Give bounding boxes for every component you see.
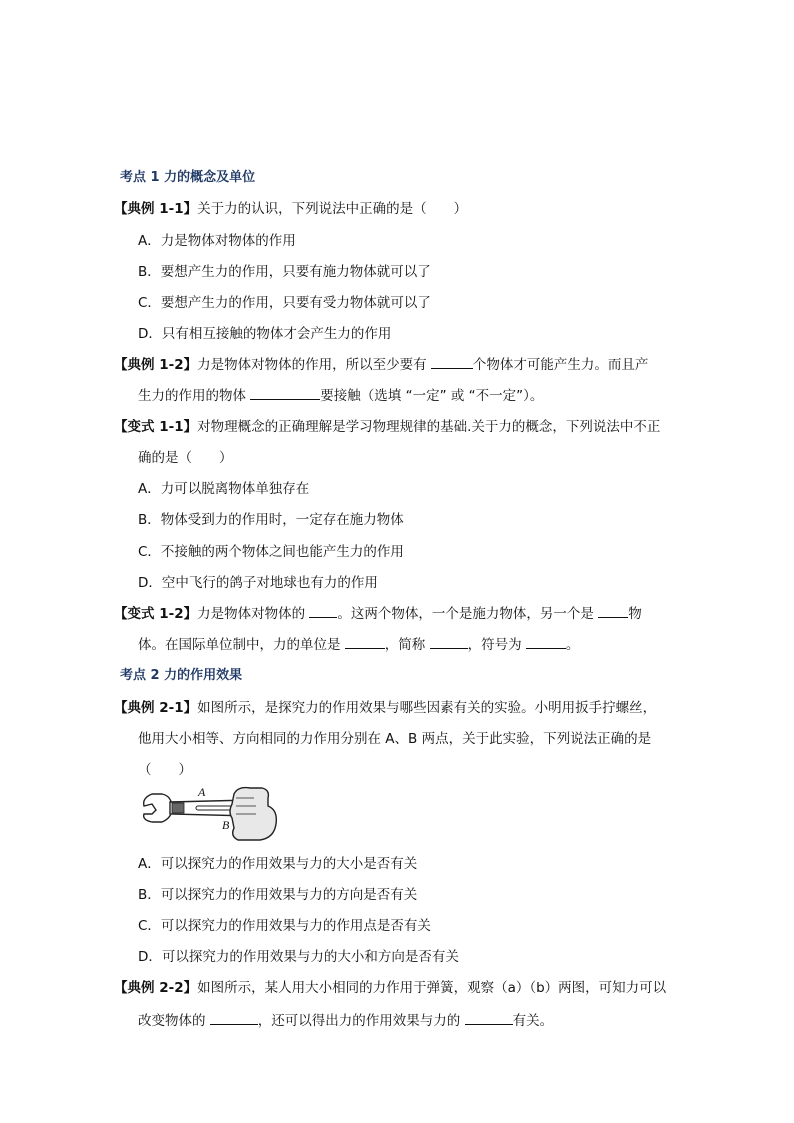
question-text: 改变物体的 bbox=[138, 1013, 210, 1029]
option-a: A．力是物体对物体的作用 bbox=[138, 233, 296, 249]
question-stem-line3: （ ） bbox=[138, 762, 192, 778]
question-text: ，符号为 bbox=[467, 637, 526, 653]
option-d: D．可以探究力的作用效果与力的大小和方向是否有关 bbox=[138, 949, 459, 965]
question-text: 力是物体对物体的作用，所以至少要有 bbox=[197, 357, 431, 373]
answer-blank[interactable] bbox=[431, 356, 473, 369]
question-text: 个物体才可能产生力。而且产 bbox=[472, 357, 649, 373]
variant-1-2-line2 bbox=[138, 633, 579, 653]
option-d: D．只有相互接触的物体才会产生力的作用 bbox=[138, 326, 392, 342]
question-stem: 如图所示，是探究力的作用效果与哪些因素有关的实验。小明用扳手拧螺丝， bbox=[197, 700, 657, 716]
option-c: C．可以探究力的作用效果与力的作用点是否有关 bbox=[138, 918, 431, 934]
option-b: B．物体受到力的作用时，一定存在施力物体 bbox=[138, 512, 404, 528]
option-c: C．要想产生力的作用，只要有受力物体就可以了 bbox=[138, 295, 431, 311]
question-1-2 bbox=[114, 353, 648, 373]
question-2-2 bbox=[114, 976, 666, 996]
answer-blank[interactable] bbox=[465, 1012, 513, 1025]
question-tag: 【典例 1-1】 bbox=[114, 201, 198, 217]
section-title-1: 考点 1 力的概念及单位 bbox=[120, 170, 256, 185]
option-b: B．要想产生力的作用，只要有施力物体就可以了 bbox=[138, 264, 431, 280]
question-2-2-line2 bbox=[138, 1009, 553, 1029]
point-a-label: A bbox=[198, 785, 206, 799]
variant-1-1 bbox=[114, 415, 660, 435]
variant-1-2 bbox=[114, 602, 642, 622]
answer-blank[interactable] bbox=[526, 636, 566, 649]
question-text: 有关。 bbox=[512, 1013, 554, 1029]
answer-blank[interactable] bbox=[210, 1012, 258, 1025]
answer-blank[interactable] bbox=[345, 636, 385, 649]
wrench-adjuster bbox=[172, 803, 184, 813]
answer-blank[interactable] bbox=[430, 636, 468, 649]
wrench-head bbox=[144, 794, 172, 822]
option-c: C．不接触的两个物体之间也能产生力的作用 bbox=[138, 544, 404, 560]
point-b-label: B bbox=[222, 818, 230, 832]
section-title-2: 考点 2 力的作用效果 bbox=[120, 668, 243, 683]
option-a: A．可以探究力的作用效果与力的大小是否有关 bbox=[138, 856, 418, 872]
question-stem: 关于力的认识，下列说法中正确的是（ ） bbox=[197, 201, 468, 217]
question-stem: 如图所示，某人用大小相同的力作用于弹簧，观察（a）（b）两图，可知力可以 bbox=[197, 980, 667, 996]
answer-blank[interactable] bbox=[598, 605, 628, 618]
question-2-1 bbox=[114, 696, 656, 716]
question-tag: 【典例 2-2】 bbox=[114, 980, 198, 996]
question-tag: 【变式 1-1】 bbox=[114, 419, 198, 435]
option-d: D．空中飞行的鸽子对地球也有力的作用 bbox=[138, 575, 378, 591]
question-text: ，还可以得出力的作用效果与力的 bbox=[257, 1013, 465, 1029]
question-tag: 【变式 1-2】 bbox=[114, 606, 198, 622]
question-text: 。 bbox=[565, 637, 580, 653]
question-stem: 对物理概念的正确理解是学习物理规律的基础.关于力的概念，下列说法中不正 bbox=[197, 419, 661, 435]
question-tag: 【典例 1-2】 bbox=[114, 357, 198, 373]
answer-blank[interactable] bbox=[250, 387, 320, 400]
question-text: 。这两个物体，一个是施力物体，另一个是 bbox=[337, 606, 599, 622]
question-text: 体。在国际单位制中，力的单位是 bbox=[138, 637, 345, 653]
question-text: 力是物体对物体的 bbox=[197, 606, 310, 622]
wrench-figure bbox=[138, 784, 298, 842]
wrench-slot bbox=[196, 806, 232, 810]
question-text: 物 bbox=[628, 606, 642, 622]
question-1-1 bbox=[114, 197, 467, 217]
question-text: ，简称 bbox=[384, 637, 430, 653]
option-a: A．力可以脱离物体单独存在 bbox=[138, 481, 310, 497]
question-stem-line2: 他用大小相等、方向相同的力作用分别在 A、B 两点，关于此实验，下列说法正确的是 bbox=[138, 731, 652, 747]
answer-blank[interactable] bbox=[309, 605, 337, 618]
question-tag: 【典例 2-1】 bbox=[114, 700, 198, 716]
question-text: 要接触（选填 “一定” 或 “不一定”）。 bbox=[320, 388, 544, 404]
question-text: 生力的作用的物体 bbox=[138, 388, 251, 404]
question-stem-line2: 确的是（ ） bbox=[138, 450, 233, 466]
question-1-2-line2 bbox=[138, 384, 543, 404]
option-b: B．可以探究力的作用效果与力的方向是否有关 bbox=[138, 887, 418, 903]
